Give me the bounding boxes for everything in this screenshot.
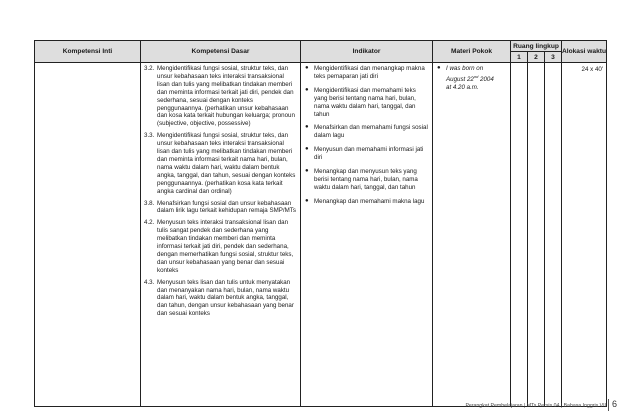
indicator-item [305, 87, 429, 119]
bullet-icon: ● [305, 197, 309, 204]
kd-text: Mengidentifikasi fungsi sosial, struktur teks, dan unsur kebahasaan teks interaksi transaksional lisan dan tulis yang melibatkan tindakan memberi dan meminta informasi terkait jati diri, pendek dan sederhana, sesuai dengan konteks penggunaannya. (perhatikan unsur kebahasaan dan kosa kata terkait hubungan keluarga; pronoun (subjective, objective, possessive) [157, 65, 295, 128]
bullet-icon: ● [305, 146, 309, 153]
col-header-alokasi-waktu: Alokasi waktu [562, 41, 607, 63]
indicator-text: Menyusun dan memahami informasi jati diri [314, 146, 424, 162]
col-header-rl-3: 3 [545, 52, 562, 63]
col-header-indikator: Indikator [301, 41, 433, 63]
col-header-rl-2: 2 [528, 52, 545, 63]
materi-text [446, 65, 507, 92]
col-header-kompetensi-dasar: Kompetensi Dasar [141, 41, 301, 63]
kd-item [144, 219, 297, 274]
indicator-text: Menafsirkan dan memahami fungsi sosial dalam lagu [314, 124, 428, 140]
lesson-plan-table [34, 40, 607, 407]
bullet-icon: ● [305, 65, 309, 71]
kd-text: Menyusun teks interaksi transaksional lisan dan tulis sangat pendek dan sederhana yang melibatkan tindakan memberi dan meminta informasi terkait jati diri, pendek dan sederhana, dengan memerhatikan fungsi sosial, struktur teks, dan unsur kebahasaan yang benar dan sesuai konteks [157, 219, 294, 274]
kd-number: 3.3. [144, 132, 155, 140]
indicator-item [305, 124, 429, 140]
content-row [35, 63, 607, 407]
materi-item [437, 65, 507, 92]
cell-indikator [301, 63, 433, 407]
indicator-item [305, 168, 429, 192]
bullet-icon: ● [305, 86, 309, 93]
col-header-kompetensi-inti: Kompetensi Inti [35, 41, 141, 63]
indicator-text: Mengidentifikasi dan memahami teks yang berisi tentang nama hari, bulan, nama waktu dalam hari, tanggal, dan tahun [314, 86, 416, 118]
indicator-item [305, 198, 429, 206]
materi-line-1: I was born on [446, 65, 484, 72]
col-header-materi-pokok: Materi Pokok [433, 41, 511, 63]
kd-number: 4.2. [144, 219, 155, 227]
cell-kompetensi-inti [35, 63, 141, 407]
page-footer: Perangkat Pembelajaran | MTs Persis 04 | Bahasa Inggris VII [465, 403, 606, 409]
bullet-icon: ● [437, 65, 441, 71]
cell-materi-pokok [433, 63, 511, 407]
materi-line-3: at 4.20 a.m. [446, 83, 479, 91]
header-row [35, 41, 607, 52]
kd-text: Menyusun teks lisan dan tulis untuk menyatakan dan menanyakan nama hari, bulan, nama waktu dalam hari, waktu dalam bentuk angka, tanggal, dan tahun, dengan unsur kebahasaan yang benar dan sesuai konteks [157, 278, 294, 318]
bullet-icon: ● [305, 124, 309, 131]
kd-number: 3.8. [144, 199, 155, 207]
materi-line-2: August 22 [446, 75, 474, 83]
kd-item [144, 132, 297, 195]
indicator-item [305, 65, 429, 81]
footer-divider [608, 399, 609, 411]
kd-text: Mengidentifikasi fungsi sosial, struktur teks, dan unsur kebahasaan teks interaksi transaksional lisan dan tulis yang melibatkan tindakan memberi dan meminta informasi terkait nama hari, bulan, nama waktu dalam hari, waktu dalam bentuk angka, tanggal, dan tahun, sesuai dengan konteks penggunaannya. (perhatikan kosa kata terkait angka cardinal dan ordinal) [157, 132, 296, 195]
cell-rl-1 [511, 63, 528, 407]
col-header-rl-1: 1 [511, 52, 528, 63]
kd-item [144, 200, 297, 216]
col-header-ruang-lingkup: Ruang lingkup [511, 41, 562, 52]
indicator-item [305, 146, 429, 162]
kd-number: 3.2. [144, 65, 155, 72]
indicator-text: Menangkap dan memahami makna lagu [314, 197, 425, 205]
bullet-icon: ● [305, 168, 309, 175]
materi-ordinal-suffix: nd [473, 73, 479, 79]
materi-line-2-year: 2004 [478, 75, 494, 83]
kd-item [144, 65, 297, 128]
page-number: 6 [612, 399, 618, 409]
cell-rl-3 [545, 63, 562, 407]
indicator-text: Menangkap dan menyusun teks yang berisi tentang nama hari, bulan, nama waktu dalam hari, tanggal, dan tahun [314, 168, 418, 191]
cell-alokasi-waktu: 24 x 40' [562, 63, 607, 407]
kd-number: 4.3. [144, 278, 155, 286]
kd-text: Menafsirkan fungsi sosial dan unsur kebahasaan dalam lirik lagu terkait kehidupan remaja SMP/MTs [157, 199, 296, 215]
cell-rl-2 [528, 63, 545, 407]
indicator-text: Mengidentifikasi dan menangkap makna teks pemaparan jati diri [314, 65, 425, 80]
cell-kompetensi-dasar [141, 63, 301, 407]
kd-item [144, 279, 297, 319]
